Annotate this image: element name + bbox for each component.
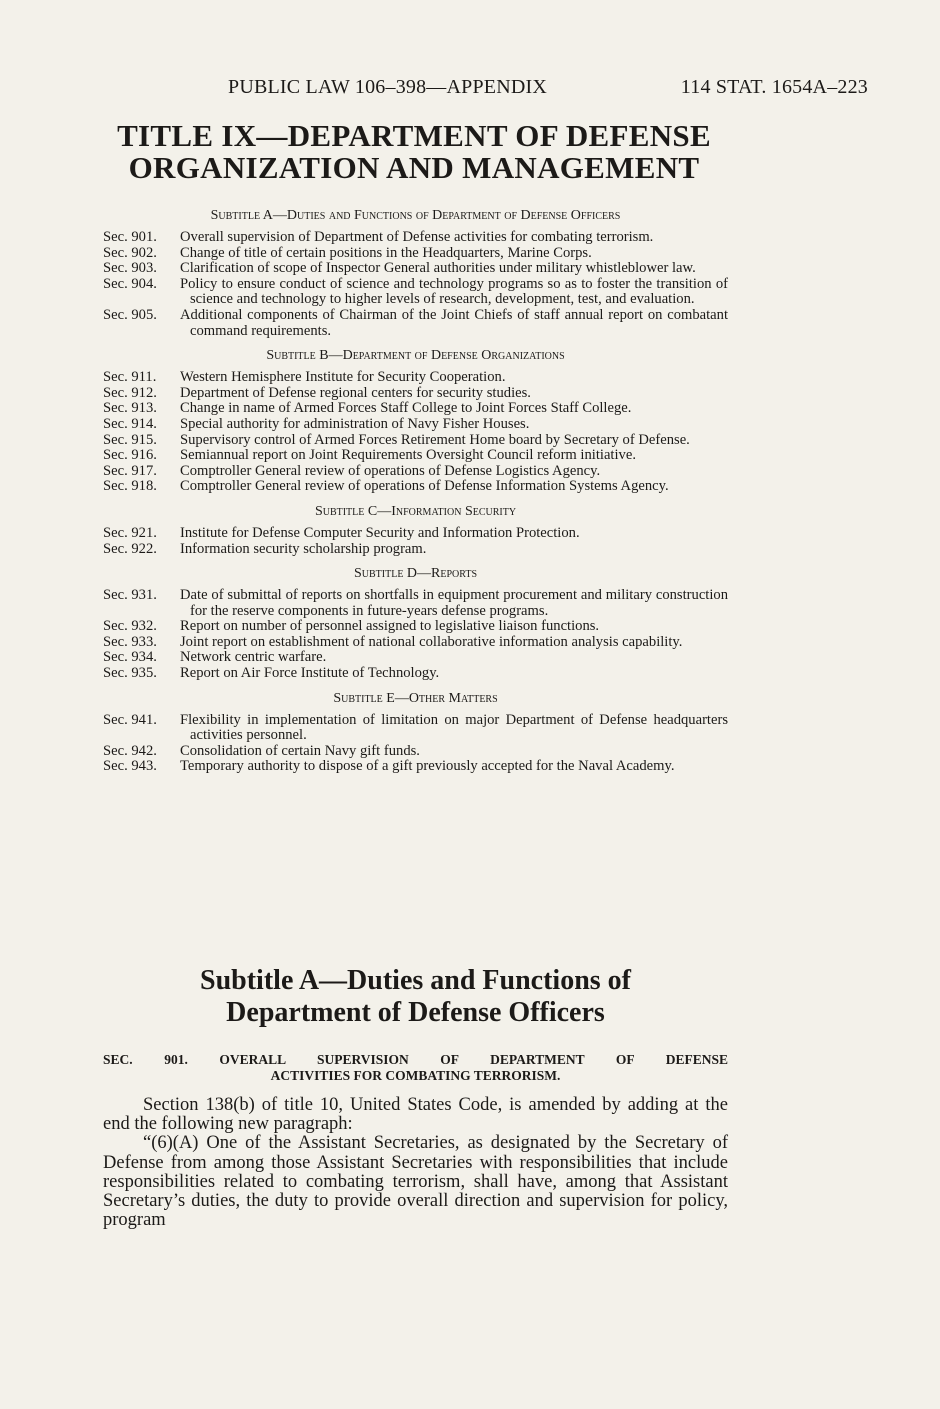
toc-entry <box>103 635 728 651</box>
body-paragraph: Section 138(b) of title 10, United States Code, is amended by adding at the end the following new paragraph: <box>103 1095 728 1135</box>
toc-entry-text: Additional components of Chairman of the Joint Chiefs of staff annual report on combatant command requirements. <box>180 306 728 339</box>
toc-entry-number: Sec. 915. <box>103 431 157 448</box>
toc-entry <box>103 417 728 433</box>
body-paragraph: “(6)(A) One of the Assistant Secretaries, as designated by the Secretary of Defense from among those Assistant Secretaries with responsibilities that include responsibilities related to combating terrorism, shall have, among that Assistant Secretary’s duties, the duty to provide overall direction and supervision for policy, program <box>103 1133 728 1231</box>
toc-entry <box>103 588 728 619</box>
subtitle-heading <box>103 965 728 1029</box>
toc-entry-text: Comptroller General review of operations of Defense Logistics Agency. <box>180 462 601 479</box>
toc-entry-text: Report on Air Force Institute of Technology. <box>180 665 440 682</box>
toc-entry-text: Department of Defense regional centers for security studies. <box>180 384 531 401</box>
title-heading <box>100 120 728 184</box>
toc-entry <box>103 308 728 339</box>
toc-entry-text: Consolidation of certain Navy gift funds. <box>180 742 420 759</box>
toc-entry-text: Flexibility in implementation of limitation on major Department of Defense headquarters activities personnel. <box>180 711 728 744</box>
title-line-2: ORGANIZATION AND MANAGEMENT <box>128 150 700 185</box>
section-heading <box>103 1052 728 1084</box>
toc-entry-number: Sec. 935. <box>103 665 157 682</box>
toc-subtitle-heading: Subtitle B—Department of Defense Organizations <box>266 348 565 364</box>
toc-entry-number: Sec. 921. <box>103 524 157 541</box>
toc-entry <box>103 479 728 495</box>
toc-entry <box>103 542 728 558</box>
toc-entry-number: Sec. 916. <box>103 447 157 464</box>
toc-entry <box>103 526 728 542</box>
toc-entry-number: Sec. 914. <box>103 415 157 432</box>
toc-entry <box>103 650 728 666</box>
toc-entry <box>103 433 728 449</box>
toc-entry <box>103 448 728 464</box>
table-of-contents <box>103 207 728 775</box>
toc-entry-number: Sec. 912. <box>103 384 157 401</box>
subtitle-line-1: Subtitle A—Duties and Functions of <box>200 965 631 996</box>
toc-entry-number: Sec. 933. <box>103 633 157 650</box>
toc-entry-text: Change of title of certain positions in the Headquarters, Marine Corps. <box>180 244 592 261</box>
toc-entry-text: Overall supervision of Department of Defense activities for combating terrorism. <box>180 229 654 245</box>
header-stat-page: 114 STAT. 1654A–223 <box>680 76 868 98</box>
toc-entry-text: Comptroller General review of operations of Defense Information Systems Agency. <box>180 478 669 495</box>
toc-entry <box>103 759 728 775</box>
toc-entry <box>103 666 728 682</box>
toc-entry-text: Clarification of scope of Inspector General authorities under military whistleblower law. <box>180 260 696 277</box>
toc-entry-text: Policy to ensure conduct of science and technology programs so as to foster the transition of science and technology to higher levels of research, development, test, and evaluation. <box>180 275 728 308</box>
toc-entry-number: Sec. 901. <box>103 229 157 245</box>
toc-entry-text: Date of submittal of reports on shortfalls in equipment procurement and military construction for the reserve components in future-years defense programs. <box>180 587 728 619</box>
toc-entry-number: Sec. 911. <box>103 369 157 386</box>
toc-entry <box>103 277 728 308</box>
toc-entry <box>103 370 728 386</box>
toc-entry-number: Sec. 918. <box>103 478 157 495</box>
section-heading-line-2: ACTIVITIES FOR COMBATING TERRORISM. <box>270 1068 561 1083</box>
toc-entry-text: Information security scholarship program. <box>180 540 427 557</box>
toc-entry-text: Special authority for administration of Navy Fisher Houses. <box>180 415 530 432</box>
toc-entry-text: Semiannual report on Joint Requirements Oversight Council reform initiative. <box>180 447 636 464</box>
toc-entry <box>103 246 728 262</box>
toc-entry <box>103 464 728 480</box>
toc-entry-number: Sec. 932. <box>103 618 157 635</box>
toc-entry-text: Supervisory control of Armed Forces Retirement Home board by Secretary of Defense. <box>180 431 690 448</box>
subtitle-line-2: Department of Defense Officers <box>226 997 605 1028</box>
section-heading-line-1: SEC. 901. OVERALL SUPERVISION OF DEPARTMENT OF DEFENSE <box>103 1052 728 1067</box>
toc-entry <box>103 401 728 417</box>
toc-entry <box>103 230 728 246</box>
toc-entry-number: Sec. 943. <box>103 758 157 775</box>
toc-subtitle-heading: Subtitle A—Duties and Functions of Department of Defense Officers <box>210 208 621 223</box>
toc-entry <box>103 744 728 760</box>
toc-subtitle-heading: Subtitle D—Reports <box>353 566 478 582</box>
section-body <box>103 1096 728 1230</box>
toc-subtitle-heading: Subtitle E—Other Matters <box>333 690 498 706</box>
toc-entry-number: Sec. 942. <box>103 742 157 759</box>
toc-entry-number: Sec. 902. <box>103 244 157 261</box>
toc-entry-text: Change in name of Armed Forces Staff College to Joint Forces Staff College. <box>180 400 632 417</box>
toc-entry <box>103 386 728 402</box>
toc-entry-number: Sec. 941. <box>103 711 157 728</box>
toc-entry <box>103 261 728 277</box>
toc-entry-text: Western Hemisphere Institute for Security Cooperation. <box>180 369 506 386</box>
toc-entry-text: Report on number of personnel assigned to legislative liaison functions. <box>180 618 600 635</box>
title-line-1: TITLE IX—DEPARTMENT OF DEFENSE <box>117 118 711 153</box>
toc-entry-number: Sec. 931. <box>103 587 157 604</box>
running-header <box>228 76 868 99</box>
toc-entry <box>103 619 728 635</box>
toc-entry-text: Network centric warfare. <box>180 649 327 666</box>
header-law-title: PUBLIC LAW 106–398—APPENDIX <box>228 76 547 98</box>
toc-entry-number: Sec. 903. <box>103 260 157 277</box>
toc-entry-text: Institute for Defense Computer Security and Information Protection. <box>180 524 580 541</box>
toc-entry-number: Sec. 917. <box>103 462 157 479</box>
toc-entry-number: Sec. 934. <box>103 649 157 666</box>
toc-entry-number: Sec. 904. <box>103 275 157 292</box>
toc-entry-text: Temporary authority to dispose of a gift previously accepted for the Naval Academy. <box>180 758 675 775</box>
toc-entry <box>103 713 728 744</box>
toc-entry-number: Sec. 913. <box>103 400 157 417</box>
toc-entry-number: Sec. 922. <box>103 540 157 557</box>
toc-entry-text: Joint report on establishment of national collaborative information analysis capability. <box>180 633 683 650</box>
toc-subtitle-heading: Subtitle C—Information Security <box>314 503 517 519</box>
toc-entry-number: Sec. 905. <box>103 306 157 323</box>
